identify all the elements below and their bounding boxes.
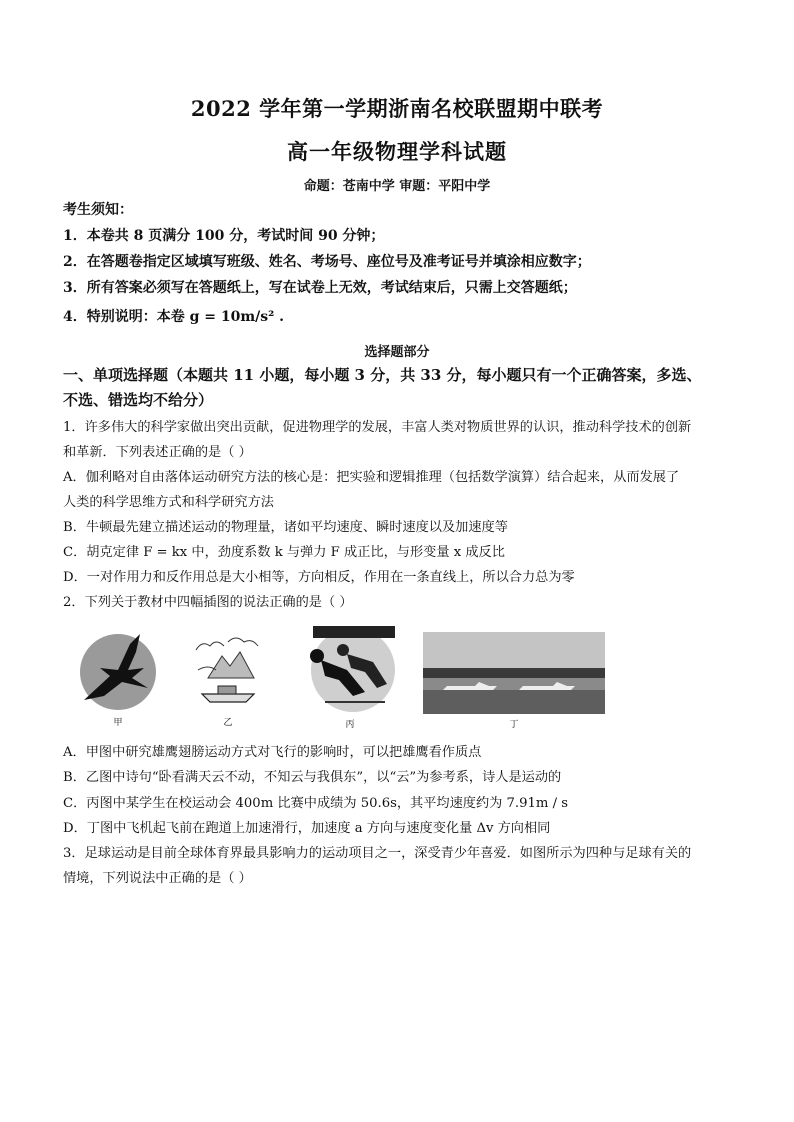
notice-item-3: 3．所有答案必须写在答题纸上，写在试卷上无效，考试结束后，只需上交答题纸；	[63, 280, 577, 296]
figure-airplanes	[423, 632, 605, 714]
section-title: 选择题部分	[364, 345, 430, 360]
q2-option-c: C．丙图中某学生在校运动会 400m 比赛中成绩为 50.6s，其平均速度约为 7.91m / s	[63, 796, 568, 811]
figure-label-bing: 丙	[345, 720, 355, 730]
figure-eagle	[70, 630, 166, 710]
q1-option-c: C．胡克定律 F = kx 中，劲度系数 k 与弹力 F 成正比，与形变量 x 成反比	[63, 545, 505, 560]
q3-stem-line2: 情境，下列说法中正确的是（ ）	[63, 871, 252, 886]
notice-item-4: 4．特别说明：本卷 g = 10m/s² .	[63, 309, 285, 325]
q2-stem: 2．下列关于教材中四幅插图的说法正确的是（ ）	[63, 595, 353, 610]
q1-option-b: B．牛顿最先建立描述运动的物理量，诸如平均速度、瞬时速度以及加速度等	[63, 520, 508, 535]
q3-stem-line1: 3．足球运动是目前全球体育界最具影响力的运动项目之一，深受青少年喜爱．如图所示为四种与足球有关的	[63, 846, 692, 861]
notice-item-2: 2．在答题卷指定区域填写班级、姓名、考场号、座位号及准考证号并填涂相应数字；	[63, 254, 591, 270]
q1-option-a-line1: A．伽利略对自由落体运动研究方法的核心是：把实验和逻辑推理（包括数学演算）结合起来，从而发展了	[63, 470, 680, 485]
figure-sprinters	[295, 626, 403, 714]
figure-label-yi: 乙	[223, 718, 233, 728]
q1-stem-line1: 1．许多伟大的科学家做出突出贡献，促进物理学的发展，丰富人类对物质世界的认识，推动科学技术的创新	[63, 420, 692, 435]
part1-title-line1: 一、单项选择题（本题共 11 小题，每小题 3 分，共 33 分，每小题只有一个正确答案，多选、	[63, 366, 702, 384]
q2-option-d: D．丁图中飞机起飞前在跑道上加速滑行，加速度 a 方向与速度变化量 Δv 方向相同	[63, 821, 551, 836]
notice-item-1: 1．本卷共 8 页满分 100 分，考试时间 90 分钟；	[63, 228, 385, 244]
figure-label-jia: 甲	[113, 718, 123, 728]
q2-option-b: B．乙图中诗句“卧看满天云不动，不知云与我俱东”，以“云”为参考系，诗人是运动的	[63, 770, 562, 785]
q1-option-d: D．一对作用力和反作用总是大小相等，方向相反，作用在一条直线上，所以合力总为零	[63, 570, 575, 585]
exam-subtitle: 高一年级物理学科试题	[287, 139, 507, 164]
figure-label-ding: 丁	[509, 720, 519, 730]
q1-option-a-line2: 人类的科学思维方式和科学研究方法	[63, 495, 274, 510]
figure-boat-clouds	[188, 630, 268, 710]
part1-title-line2: 不选、错选均不给分）	[63, 391, 214, 409]
notice-heading: 考生须知：	[63, 202, 133, 218]
exam-title: 2022 学年第一学期浙南名校联盟期中联考	[190, 96, 604, 121]
exam-authors: 命题：苍南中学 审题：平阳中学	[303, 179, 491, 194]
q2-option-a: A．甲图中研究雄鹰翅膀运动方式对飞行的影响时，可以把雄鹰看作质点	[63, 745, 482, 760]
q1-stem-line2: 和革新．下列表述正确的是（ ）	[63, 445, 252, 460]
